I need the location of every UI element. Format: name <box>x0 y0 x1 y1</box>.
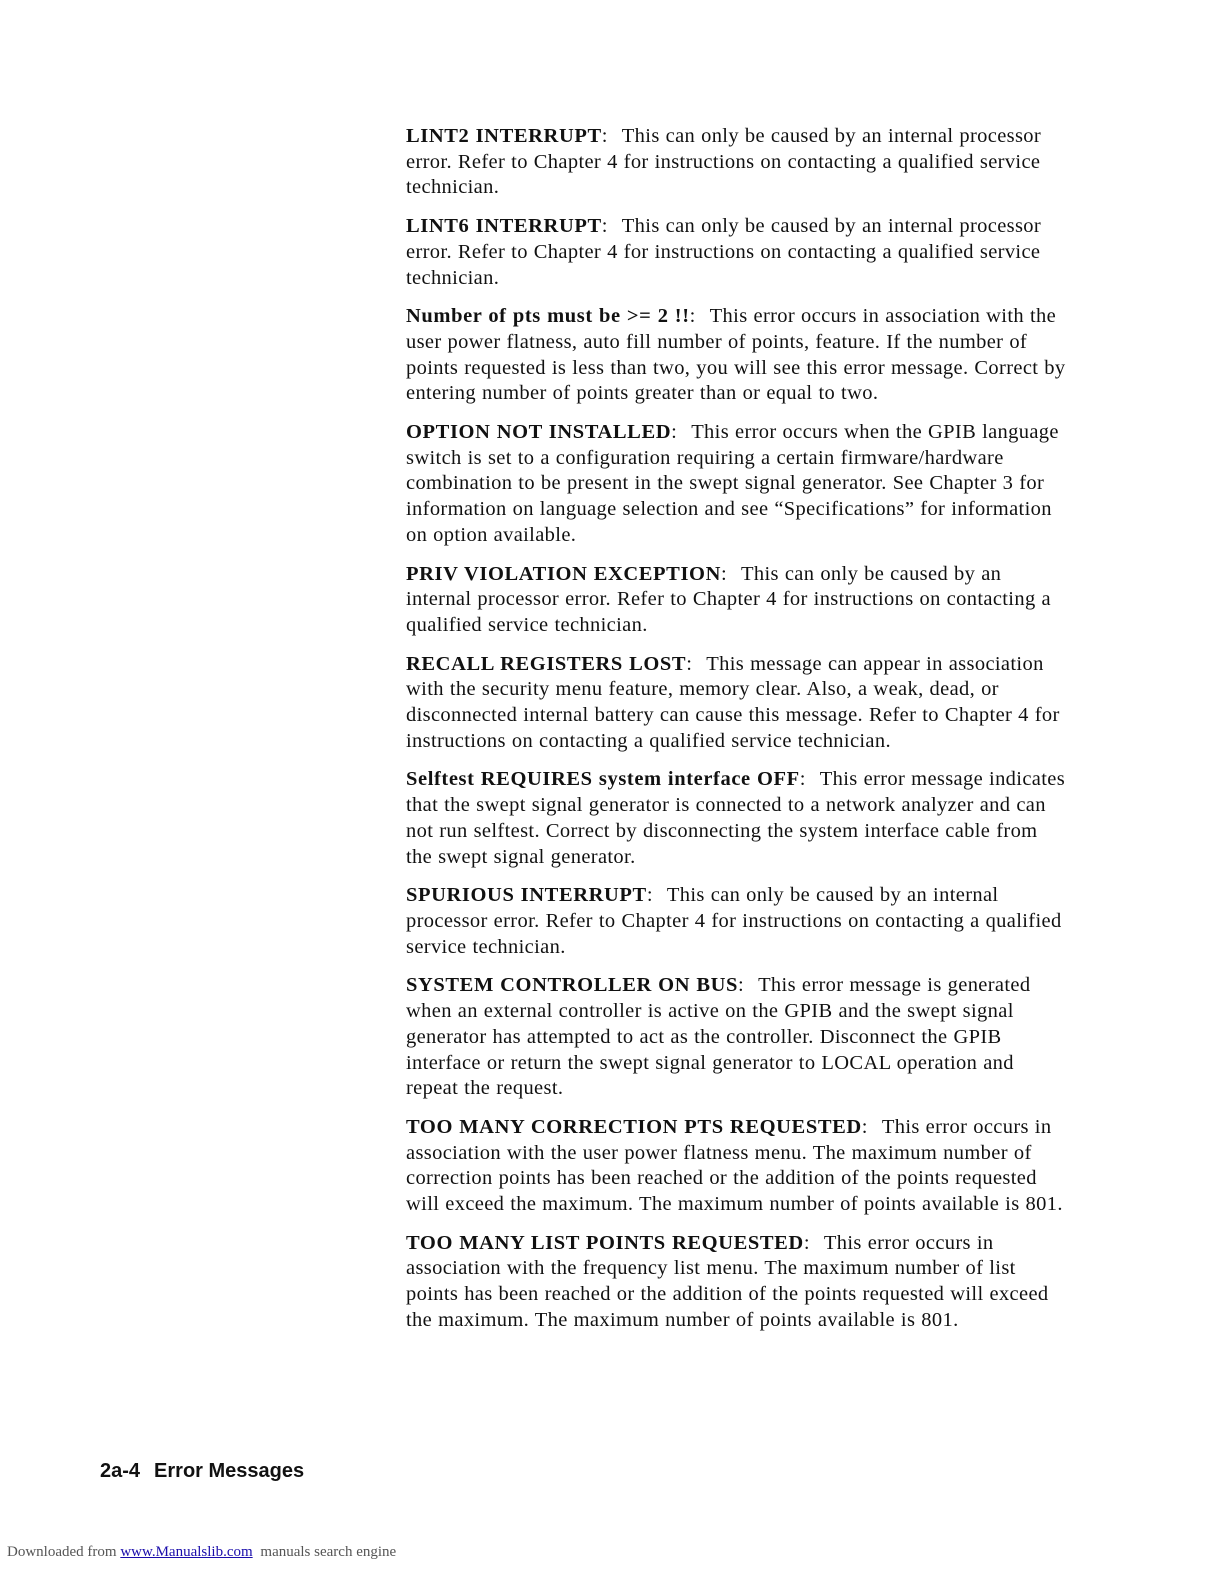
error-term: Number of pts must be >= 2 !! <box>406 305 690 328</box>
error-description: This can only be caused by an internal processor error. Refer to Chapter 4 for instructions on contacting a qualified service technician. <box>406 125 1042 199</box>
error-entry: PRIV VIOLATION EXCEPTION: This can only be caused by an internal processor error. Refer to Chapter 4 for instructions on contacting a qualified service technician. <box>406 562 1051 636</box>
error-term: RECALL REGISTERS LOST <box>406 652 687 675</box>
error-entry: TOO MANY CORRECTION PTS REQUESTED: This error occurs in association with the user power flatness menu. The maximum number of correction points has been reached or the addition of the points requested will exceed the maximum. The maximum number of points available is 801. <box>406 1115 1063 1216</box>
error-description: This can only be caused by an internal processor error. Refer to Chapter 4 for instructions on contacting a qualified service technician. <box>406 215 1042 289</box>
error-description: This error occurs in association with the user power flatness, auto fill number of points, feature. If the number of points requested is less than two, you will see this error message. Correct by entering number of points greater than or equal to two. <box>406 305 1066 405</box>
error-description: This error message is generated when an external controller is active on the GPIB and the swept signal generator has attempted to act as the controller. Disconnect the GPIB interface or return the swept signal generator to LOCAL operation and repeat the request. <box>406 974 1031 1100</box>
error-term: OPTION NOT INSTALLED <box>406 421 672 444</box>
error-description: This error message indicates that the swept signal generator is connected to a network analyzer and can not run selftest. Correct by disconnecting the system interface cable from the swept signal generator. <box>406 768 1066 868</box>
error-description: This message can appear in association with the security menu feature, memory clear. Also, a weak, dead, or disconnected internal battery can cause this message. Refer to Chapter 4 for instructions on contacting a qualified service technician. <box>406 652 1060 752</box>
page-number: 2a-4 <box>100 1460 141 1482</box>
error-entry: LINT2 INTERRUPT: This can only be caused by an internal processor error. Refer to Chapter 4 for instructions on contacting a qualified service technician. <box>406 125 1042 199</box>
error-term: TOO MANY CORRECTION PTS REQUESTED <box>406 1115 862 1138</box>
error-entry: OPTION NOT INSTALLED: This error occurs when the GPIB language switch is set to a configuration requiring a certain firmware/hardware combination to be present in the swept signal generator. See Chapter 3 for information on language selection and see “Specifications” for information on option available. <box>406 421 1059 546</box>
manualslib-link[interactable]: www.Manualslib.com <box>120 1544 253 1560</box>
error-entry: LINT6 INTERRUPT: This can only be caused by an internal processor error. Refer to Chapter 4 for instructions on contacting a qualified service technician. <box>406 215 1042 289</box>
error-entry: Selftest REQUIRES system interface OFF: This error message indicates that the swept signal generator is connected to a network analyzer and can not run selftest. Correct by disconnecting the system interface cable from the swept signal generator. <box>406 768 1066 868</box>
error-term: PRIV VIOLATION EXCEPTION <box>406 562 721 585</box>
error-description: This can only be caused by an internal processor error. Refer to Chapter 4 for instructions on contacting a qualified service technician. <box>406 884 1062 958</box>
error-term: Selftest REQUIRES system interface OFF <box>406 768 800 791</box>
error-entry: Number of pts must be >= 2 !!: This error occurs in association with the user power flatness, auto fill number of points, feature. If the number of points requested is less than two, you will see this error message. Correct by entering number of points greater than or equal to two. <box>406 305 1066 405</box>
download-prefix: Downloaded from <box>7 1544 117 1560</box>
page-footer <box>100 1459 304 1483</box>
error-entry: SYSTEM CONTROLLER ON BUS: This error message is generated when an external controller is active on the GPIB and the swept signal generator has attempted to act as the controller. Disconnect the GPIB interface or return the swept signal generator to LOCAL operation and repeat the request. <box>406 974 1031 1100</box>
error-entry: TOO MANY LIST POINTS REQUESTED: This error occurs in association with the frequency list menu. The maximum number of list points has been reached or the addition of the points requested will exceed the maximum. The maximum number of points available is 801. <box>406 1231 1049 1331</box>
error-message-list <box>406 124 1066 1347</box>
error-term: SYSTEM CONTROLLER ON BUS <box>406 974 739 997</box>
error-term: LINT2 INTERRUPT <box>406 125 602 147</box>
error-description: This error occurs in association with the user power flatness menu. The maximum number of correction points has been reached or the addition of the points requested will exceed the maximum. The maximum number of points available is 801. <box>406 1115 1063 1216</box>
error-term: SPURIOUS INTERRUPT <box>406 884 647 907</box>
error-description: This error occurs in association with the frequency list menu. The maximum number of list points has been reached or the addition of the points requested will exceed the maximum. The maximum number of points available is 801. <box>406 1231 1049 1331</box>
section-title: Error Messages <box>154 1460 305 1482</box>
error-entry: RECALL REGISTERS LOST: This message can appear in association with the security menu feature, memory clear. Also, a weak, dead, or disconnected internal battery can cause this message. Refer to Chapter 4 for instructions on contacting a qualified service technician. <box>406 652 1060 752</box>
error-description: This can only be caused by an internal processor error. Refer to Chapter 4 for instructions on contacting a qualified service technician. <box>406 562 1051 636</box>
error-term: LINT6 INTERRUPT <box>406 215 602 238</box>
error-entry: SPURIOUS INTERRUPT: This can only be caused by an internal processor error. Refer to Chapter 4 for instructions on contacting a qualified service technician. <box>406 884 1062 958</box>
error-term: TOO MANY LIST POINTS REQUESTED <box>406 1231 804 1254</box>
error-description: This error occurs when the GPIB language switch is set to a configuration requiring a certain firmware/hardware combination to be present in the swept signal generator. See Chapter 3 for information on language selection and see “Specifications” for information on option available. <box>406 421 1059 546</box>
download-attribution <box>7 1543 396 1561</box>
download-suffix: manuals search engine <box>260 1544 397 1560</box>
